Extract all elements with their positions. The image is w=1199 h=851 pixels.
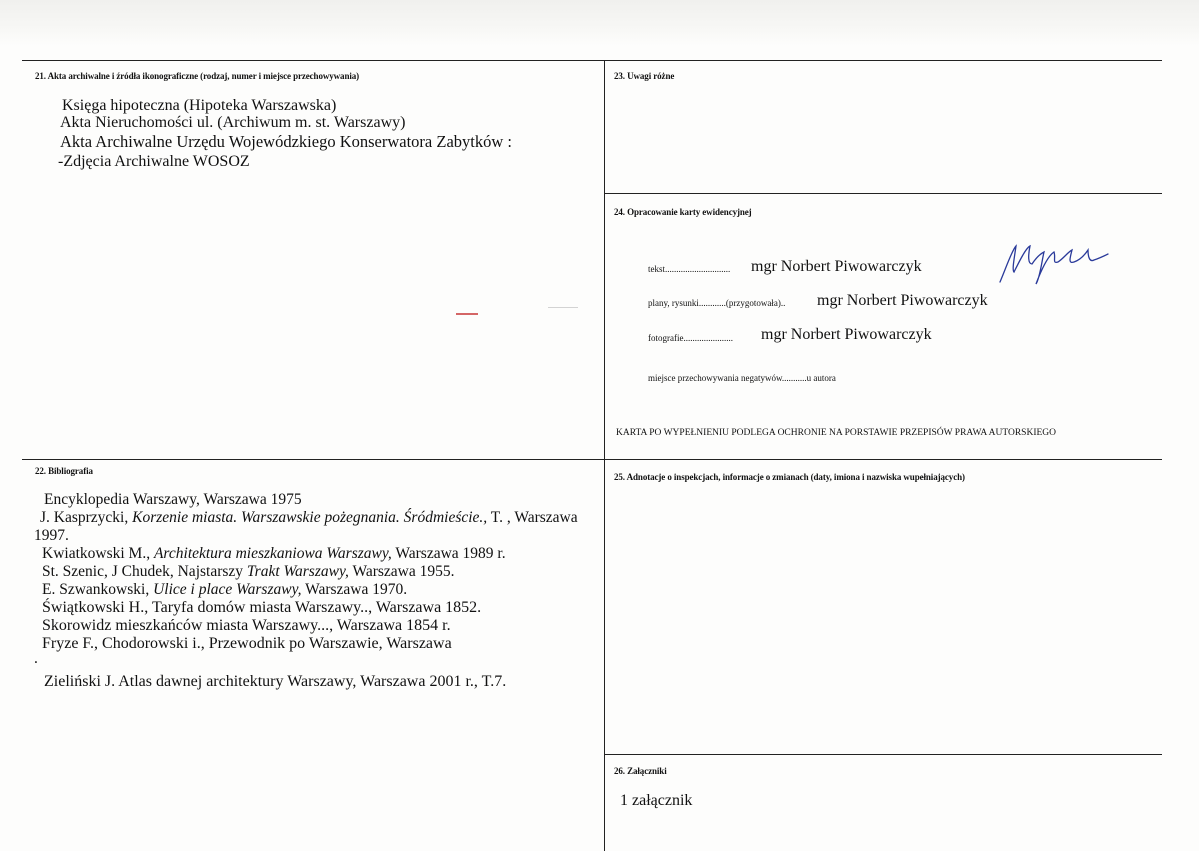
section-23-heading: 23. Uwagi różne bbox=[614, 71, 675, 81]
bibliography-entry: J. Kasprzycki, Korzenie miasta. Warszawskie pożegnania. Śródmieście., T. , Warszawa 1997. bbox=[34, 509, 578, 544]
archive-line-2: Akta Nieruchomości ul. (Archiwum m. st. Warszawy) bbox=[60, 114, 406, 131]
bibliography-entry: Fryze F., Chodorowski i., Przewodnik po Warszawie, Warszawa bbox=[42, 635, 452, 652]
section-24-heading: 24. Opracowanie karty ewidencyjnej bbox=[614, 207, 752, 217]
attachments-value: 1 załącznik bbox=[620, 792, 693, 809]
tekst-label: tekst............................. bbox=[648, 264, 731, 274]
section-22-heading: 22. Bibliografia bbox=[35, 466, 93, 476]
bibliography-entry: Encyklopedia Warszawy, Warszawa 1975 bbox=[44, 491, 302, 508]
red-scan-mark bbox=[456, 313, 478, 315]
bibliography-entry: St. Szenic, J Chudek, Najstarszy Trakt Warszawy, Warszawa 1955. bbox=[42, 563, 455, 580]
archive-line-3: Akta Archiwalne Urzędu Wojewódzkiego Konserwatora Zabytków : bbox=[60, 132, 512, 151]
scan-artifact bbox=[548, 307, 578, 308]
bibliography-entry: . bbox=[34, 650, 38, 667]
author-signature bbox=[996, 238, 1112, 286]
section-21-heading: 21. Akta archiwalne i źródła ikonograficzne (rodzaj, numer i miejsce przechowywania) bbox=[35, 71, 360, 81]
fotografie-value: mgr Norbert Piwowarczyk bbox=[761, 326, 932, 343]
section-26-heading: 26. Załączniki bbox=[614, 766, 667, 776]
top-border bbox=[22, 60, 1162, 61]
tekst-value: mgr Norbert Piwowarczyk bbox=[751, 258, 922, 275]
bibliography-entry: Świątkowski H., Taryfa domów miasta Warszawy.., Warszawa 1852. bbox=[42, 599, 482, 616]
archive-line-4: -Zdjęcia Archiwalne WOSOZ bbox=[58, 153, 250, 170]
plany-value: mgr Norbert Piwowarczyk bbox=[817, 292, 988, 309]
middle-border bbox=[22, 459, 1162, 460]
divider-25-26 bbox=[604, 754, 1162, 755]
copyright-notice: KARTA PO WYPEŁNIENIU PODLEGA OCHRONIE NA PORSTAWIE PRZEPISÓW PRAWA AUTORSKIEGO bbox=[616, 428, 1057, 438]
bibliography-entry: Zieliński J. Atlas dawnej architektury Warszawy, Warszawa 2001 r., T.7. bbox=[44, 673, 507, 690]
bibliography-entry: Skorowidz mieszkańców miasta Warszawy..., Warszawa 1854 r. bbox=[42, 617, 451, 634]
bibliography-entry: Kwiatkowski M., Architektura mieszkaniowa Warszawy, Warszawa 1989 r. bbox=[42, 545, 506, 562]
negatives-location: miejsce przechowywania negatywów...........u autora bbox=[648, 373, 836, 383]
scan-edge-shadow bbox=[0, 0, 1199, 46]
plany-label: plany, rysunki............(przygotowała).. bbox=[648, 298, 786, 308]
bibliography-entry: E. Szwankowski, Ulice i place Warszawy, Warszawa 1970. bbox=[42, 581, 408, 598]
section-25-heading: 25. Adnotacje o inspekcjach, informacje o zmianach (daty, imiona i nazwiska wupełniających) bbox=[614, 472, 965, 482]
fotografie-label: fotografie...................... bbox=[648, 333, 733, 343]
divider-23-24 bbox=[604, 193, 1162, 194]
bibliography-list bbox=[36, 491, 596, 691]
archive-line-1: Księga hipoteczna (Hipoteka Warszawska) bbox=[62, 97, 337, 114]
column-divider bbox=[604, 60, 605, 851]
